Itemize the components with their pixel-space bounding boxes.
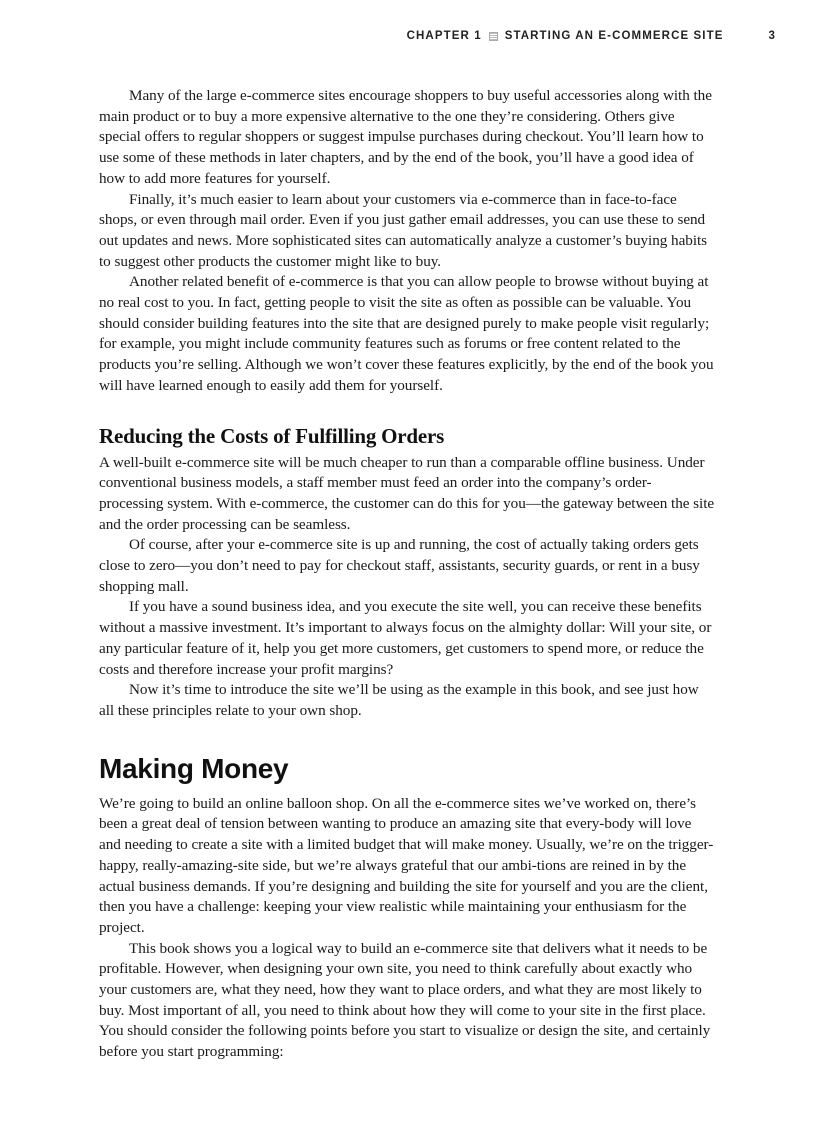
section-heading-making-money: Making Money bbox=[99, 752, 289, 784]
intro-paragraph: Finally, it’s much easier to learn about your customers via e-commerce than in face-to-face shops, or even through mail order. Even if you just gather email addresses, you can use these to send out updates and news. More sophisticated sites can automatically analyze a customer’s buying habits to suggest other products the customer might like to buy. bbox=[99, 190, 708, 270]
page-number: 3 bbox=[768, 30, 776, 42]
intro-paragraph: Another related benefit of e-commerce is that you can allow people to browse without buying at no real cost to you. In fact, getting people to visit the site as often as possible can be valuable. You should consider building features into the site that are designed purely to make people visit regularly; for example, you might include community features such as forums or free content related to the products you’re selling. Although we won’t cover these features explicitly, by the end of the book you will have learned enough to easily add them for yourself. bbox=[99, 273, 714, 394]
separator-square-icon bbox=[489, 32, 498, 41]
body-paragraph: Now it’s time to introduce the site we’ll be using as the example in this book, and see just how all these principles relate to your own shop. bbox=[99, 681, 699, 719]
chapter-label: CHAPTER 1 bbox=[406, 30, 482, 42]
running-header bbox=[99, 28, 776, 44]
chapter-title: STARTING AN E-COMMERCE SITE bbox=[504, 30, 724, 42]
body-paragraph: A well-built e-commerce site will be much cheaper to run than a comparable offline business. Under conventional business models, a staff member must feed an order into the company’s order-processing system. With e-commerce, the customer can do this for you—the gateway between the site and the order processing can be seamless. bbox=[99, 453, 715, 533]
intro-paragraph: Many of the large e-commerce sites encourage shoppers to buy useful accessories along with the main product or to buy a more expensive alternative to the one they’re considering. Others give special offers to regular shoppers or suggest impulse purchases during checkout. You’ll learn how to use some of these methods in later chapters, and by the end of the book, you’ll have a good idea of how to add more features for yourself. bbox=[99, 87, 712, 187]
section-heading-reducing-costs: Reducing the Costs of Fulfilling Orders bbox=[99, 423, 445, 448]
body-paragraph: We’re going to build an online balloon shop. On all the e-commerce sites we’ve worked on, there’s been a great deal of tension between wanting to produce an amazing site that every-body will love and needing to create a site with a limited budget that will make money. Usually, we’re on the trigger-happy, really-amazing-site side, but we’re always grateful that our ambi-tions are reined in by the actual business demands. If you’re designing and building the site for yourself and you are the client, then you have a challenge: keeping your view realistic while maintaining your enthusiasm for the project. bbox=[99, 794, 714, 936]
body-paragraph: This book shows you a logical way to build an e-commerce site that delivers what it needs to be profitable. However, when designing your own site, you need to think carefully about exactly who your customers are, what they need, how they want to place orders, and what they are most likely to buy. Most important of all, you need to think about how they will come to your site in the first place. You should consider the following points before you start to visualize or design the site, and certainly before you start programming: bbox=[99, 939, 711, 1061]
page-body bbox=[99, 86, 715, 1063]
body-paragraph: If you have a sound business idea, and you execute the site well, you can receive these benefits without a massive investment. It’s important to always focus on the almighty dollar: Will your site, or any particular feature of it, help you get more customers, get customers to spend more, or reduce the costs and therefore increase your profit margins? bbox=[99, 598, 712, 678]
body-paragraph: Of course, after your e-commerce site is up and running, the cost of actually taking orders gets close to zero—you don’t need to pay for checkout staff, assistants, security guards, or rent in a busy shopping mall. bbox=[99, 536, 700, 595]
